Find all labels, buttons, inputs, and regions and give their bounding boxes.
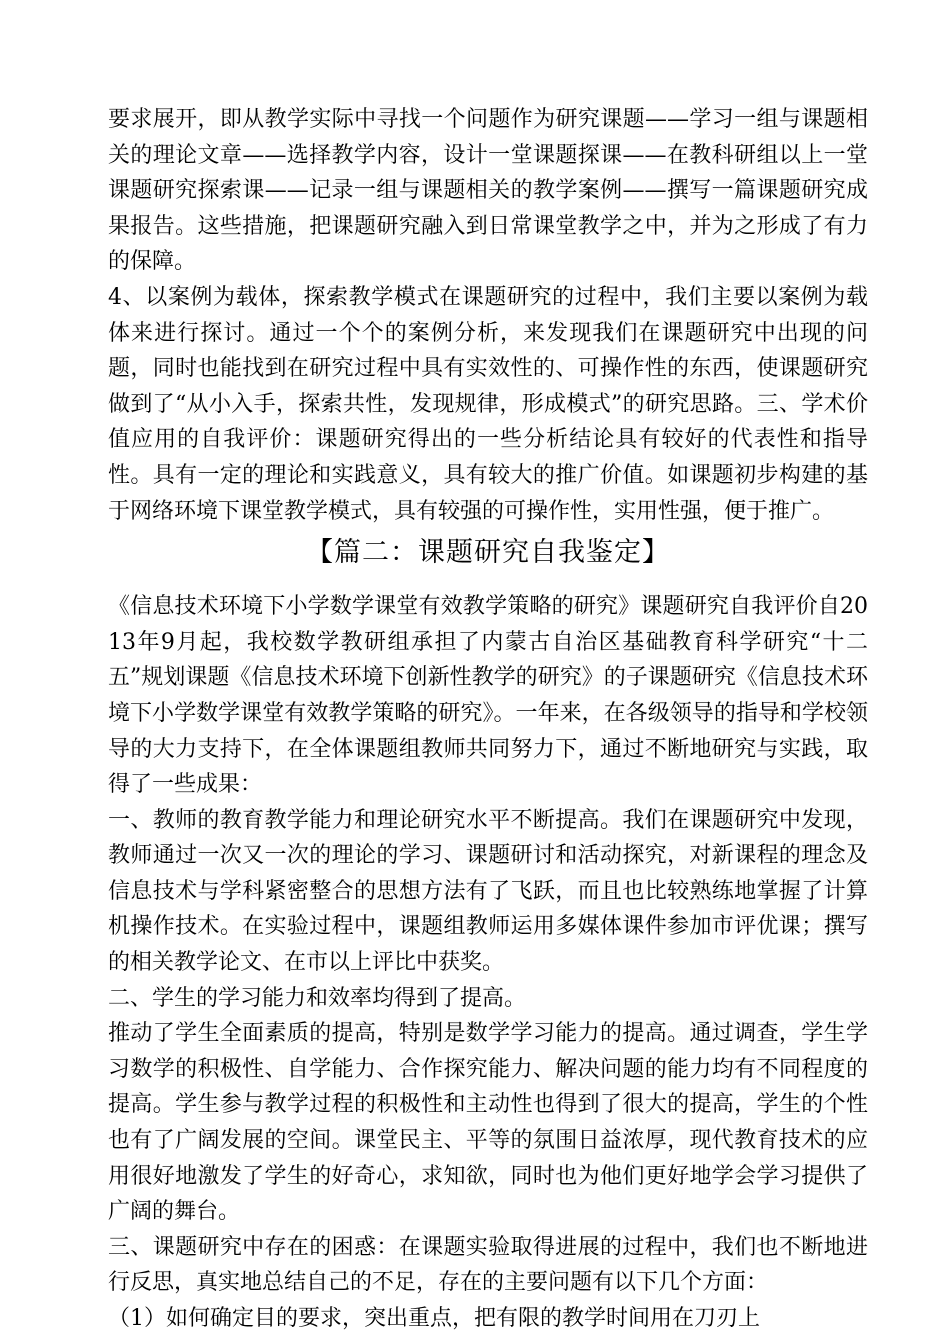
paragraph-research-measures: 要求展开，即从教学实际中寻找一个问题作为研究课题——学习一组与课题相关的理论文章——选择教学内容，设计一堂课题探课——在教科研组以上一堂课题研究探索课——记录一组与课题相关的教学案例——撰写一篇课题研究成果报告。这些措施，把课题研究融入到日常课堂教学之中，并为之形成了有力的保障。 xyxy=(108,107,868,275)
paragraph-research-difficulties: 三、课题研究中存在的困惑：在课题实验取得进展的过程中，我们也不断地进行反思，真实地总结自己的不足，存在的主要问题有以下几个方面： xyxy=(108,1234,868,1296)
paragraph-case-carrier: 4、以案例为载体，探索教学模式在课题研究的过程中，我们主要以案例为载体来进行探讨。通过一个个的案例分析，来发现我们在课题研究中出现的问题，同时也能找到在研究过程中具有实效性的、可操作性的东西，使课题研究做到了“从小入手，探索共性，发现规律，形成模式”的研究思路。三、学术价值应用的自我评价：课题研究得出的一些分析结论具有较好的代表性和指导性。具有一定的理论和实践意义，具有较大的推广价值。如课题初步构建的基于网络环境下课堂教学模式，具有较强的可操作性，实用性强，便于推广。 xyxy=(108,284,868,524)
section-heading: 【篇二：课题研究自我鉴定】 xyxy=(306,537,670,569)
paragraph-student-ability: 推动了学生全面素质的提高，特别是数学学习能力的提高。通过调查，学生学习数学的积极性、自学能力、合作探究能力、解决问题的能力均有不同程度的提高。学生参与教学过程的积极性和主动性也得到了很大的提高，学生的个性也有了广阔发展的空间。课堂民主、平等的氛围日益浓厚，现代教育技术的应用很好地激发了学生的好奇心，求知欲，同时也为他们更好地学会学习提供了广阔的舞台。 xyxy=(108,1021,868,1225)
paragraph-self-evaluation-intro: 《信息技术环境下小学数学课堂有效教学策略的研究》课题研究自我评价自2013年9月起，我校数学教研组承担了内蒙古自治区基础教育科学研究“十二五”规划课题《信息技术环境下创新性教学的研究》的子课题研究《信息技术环境下小学数学课堂有效教学策略的研究》。一年来，在各级领导的指导和学校领导的大力支持下，在全体课题组教师共同努力下，通过不断地研究与实践，取得了一些成果： xyxy=(108,594,868,798)
paragraph-teacher-ability: 一、教师的教育教学能力和理论研究水平不断提高。我们在课题研究中发现，教师通过一次又一次的理论的学习、课题研讨和活动探究，对新课程的理念及信息技术与学科紧密整合的思想方法有了飞跃，而且也比较熟练地掌握了计算机操作技术。在实验过程中，课题组教师运用多媒体课件参加市评优课；撰写的相关教学论文、在市以上评比中获奖。 xyxy=(108,807,868,976)
paragraph-student-ability-title: 二、学生的学习能力和效率均得到了提高。 xyxy=(108,985,527,1011)
paragraph-difficulty-item-1: （1）如何确定目的要求，突出重点，把有限的教学时间用在刀刃上 xyxy=(108,1306,760,1331)
document-page xyxy=(108,102,868,1337)
